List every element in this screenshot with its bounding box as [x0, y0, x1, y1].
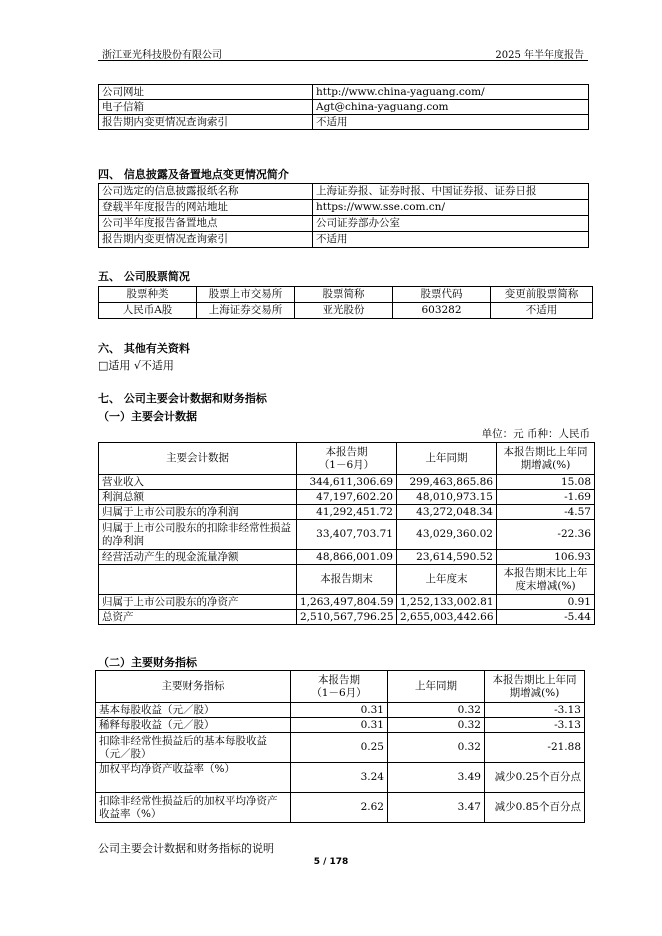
- financial-change: 减少0.85个百分点: [485, 793, 585, 823]
- stock-cell: 亚光股份: [295, 303, 393, 319]
- accounting-value: 2,655,003,442.66: [397, 610, 497, 625]
- accounting-value: 33,407,703.71: [297, 520, 397, 550]
- accounting-value: 2,510,567,796.25: [297, 610, 397, 625]
- stock-header: 变更前股票简称: [491, 287, 593, 303]
- financial-label: 稀释每股收益（元／股）: [96, 718, 291, 733]
- accounting-header: 本报告期末: [297, 565, 397, 595]
- stock-header: 股票简称: [295, 287, 393, 303]
- financial-value: 0.32: [388, 718, 485, 733]
- accounting-value: 48,010,973.15: [397, 490, 497, 505]
- stock-cell: 不适用: [491, 303, 593, 319]
- section7-title: 七、 公司主要会计数据和财务指标: [98, 392, 267, 405]
- accounting-header: 本报告期末比上年度末增减(%): [497, 565, 595, 595]
- financial-value: 0.31: [291, 718, 388, 733]
- accounting-value: 344,611,306.69: [297, 475, 397, 490]
- applicability-options: □适用 √不适用: [98, 359, 174, 372]
- financial-indicators-subtitle: （二）主要财务指标: [98, 656, 197, 669]
- disclosure-value: https://www.sse.com.cn/: [313, 200, 589, 216]
- financial-change: 减少0.25个百分点: [485, 763, 585, 793]
- section6-title: 六、 其他有关资料: [98, 342, 190, 355]
- financial-value: 3.24: [291, 763, 388, 793]
- disclosure-value: 公司证券部办公室: [313, 216, 589, 232]
- stock-cell: 上海证券交易所: [197, 303, 295, 319]
- accounting-header: 主要会计数据: [99, 443, 297, 475]
- accounting-label: 归属于上市公司股东的净利润: [99, 505, 297, 520]
- disclosure-label: 登载半年度报告的网站地址: [99, 200, 313, 216]
- stock-table: [98, 286, 593, 319]
- financial-value: 3.49: [388, 763, 485, 793]
- stock-cell: 603282: [393, 303, 491, 319]
- accounting-header: 本报告期比上年同期增减(%): [497, 443, 595, 475]
- page-header: [98, 44, 588, 61]
- financial-label: 扣除非经常性损益后的基本每股收益（元／股）: [96, 733, 291, 763]
- accounting-data-table: [98, 442, 595, 625]
- accounting-change: -22.36: [497, 520, 595, 550]
- contact-label: 报告期内变更情况查询索引: [99, 115, 313, 130]
- disclosure-label: 公司半年度报告备置地点: [99, 216, 313, 232]
- disclosure-label: 公司选定的信息披露报纸名称: [99, 184, 313, 200]
- accounting-value: 1,263,497,804.59: [297, 595, 397, 610]
- accounting-value: 23,614,590.52: [397, 550, 497, 565]
- financial-value: 0.31: [291, 703, 388, 718]
- financial-value: 0.32: [388, 703, 485, 718]
- stock-cell: 人民币A股: [99, 303, 197, 319]
- financial-value: 0.32: [388, 733, 485, 763]
- section4-title: 四、 信息披露及备置地点变更情况简介: [98, 168, 289, 181]
- header-report-title: 2025 年半年度报告: [495, 50, 584, 61]
- accounting-value: 43,272,048.34: [397, 505, 497, 520]
- header-company: 浙江亚光科技股份有限公司: [102, 50, 222, 61]
- financial-label: 加权平均净资产收益率（%）: [96, 763, 291, 793]
- section5-title: 五、 公司股票简况: [98, 270, 190, 283]
- financial-indicators-table: [95, 670, 585, 823]
- contact-label: 公司网址: [99, 85, 313, 100]
- accounting-label: 归属于上市公司股东的扣除非经常性损益的净利润: [99, 520, 297, 550]
- financial-header: 本报告期 （1－6月）: [291, 671, 388, 703]
- financial-value: 2.62: [291, 793, 388, 823]
- financial-value: 0.25: [291, 733, 388, 763]
- accounting-change: 106.93: [497, 550, 595, 565]
- accounting-value: 41,292,451.72: [297, 505, 397, 520]
- accounting-value: 47,197,602.20: [297, 490, 397, 505]
- financial-header: 本报告期比上年同期增减(%): [485, 671, 585, 703]
- financial-value: 3.47: [388, 793, 485, 823]
- financial-change: -3.13: [485, 703, 585, 718]
- accounting-value: 299,463,865.86: [397, 475, 497, 490]
- disclosure-label: 报告期内变更情况查询索引: [99, 232, 313, 248]
- disclosure-value: 不适用: [313, 232, 589, 248]
- financial-change: -3.13: [485, 718, 585, 733]
- contact-value: Agt@china-yaguang.com: [313, 100, 589, 115]
- explanation-note: 公司主要会计数据和财务指标的说明: [98, 842, 274, 855]
- accounting-change: -4.57: [497, 505, 595, 520]
- page-number: 5 / 178: [313, 857, 349, 867]
- contact-label: 电子信箱: [99, 100, 313, 115]
- unit-label: 单位：元 币种：人民币: [481, 428, 590, 440]
- accounting-header-blank: [99, 565, 297, 595]
- contact-value: http://www.china-yaguang.com/: [313, 85, 589, 100]
- accounting-label: 经营活动产生的现金流量净额: [99, 550, 297, 565]
- accounting-label: 营业收入: [99, 475, 297, 490]
- stock-header: 股票上市交易所: [197, 287, 295, 303]
- disclosure-table: [98, 183, 589, 248]
- accounting-value: 48,866,001.09: [297, 550, 397, 565]
- accounting-header: 上年度末: [397, 565, 497, 595]
- accounting-change: -5.44: [497, 610, 595, 625]
- disclosure-value: 上海证券报、证券时报、中国证券报、证券日报: [313, 184, 589, 200]
- financial-change: -21.88: [485, 733, 585, 763]
- accounting-label: 利润总额: [99, 490, 297, 505]
- accounting-change: -1.69: [497, 490, 595, 505]
- accounting-label: 归属于上市公司股东的净资产: [99, 595, 297, 610]
- financial-header: 主要财务指标: [96, 671, 291, 703]
- accounting-change: 15.08: [497, 475, 595, 490]
- accounting-value: 1,252,133,002.81: [397, 595, 497, 610]
- stock-header: 股票种类: [99, 287, 197, 303]
- accounting-header: 本报告期 （1－6月）: [297, 443, 397, 475]
- financial-label: 基本每股收益（元／股）: [96, 703, 291, 718]
- stock-header: 股票代码: [393, 287, 491, 303]
- accounting-label: 总资产: [99, 610, 297, 625]
- accounting-change: 0.91: [497, 595, 595, 610]
- contact-table: [98, 84, 589, 130]
- financial-header: 上年同期: [388, 671, 485, 703]
- contact-value: 不适用: [313, 115, 589, 130]
- financial-label: 扣除非经常性损益后的加权平均净资产收益率（%）: [96, 793, 291, 823]
- accounting-value: 43,029,360.02: [397, 520, 497, 550]
- accounting-data-subtitle: （一）主要会计数据: [98, 410, 197, 423]
- accounting-header: 上年同期: [397, 443, 497, 475]
